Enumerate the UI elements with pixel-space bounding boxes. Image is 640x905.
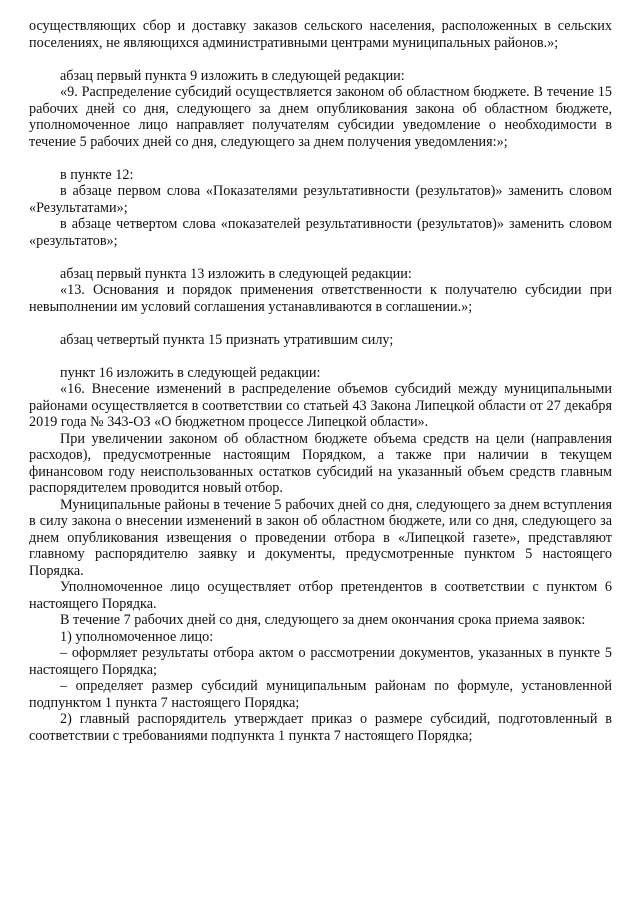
paragraph-p16-text: «16. Внесение изменений в распределение объемов субсидий между муниципальными районами осуществляется в соответствии со статьей 43 Закона Липецкой области от 27 декабря 2019 года № 343-ОЗ «О бюджетном процессе Липецкой области». [29,381,612,430]
paragraph-gap [29,51,612,68]
paragraph-p9-text: «9. Распределение субсидий осуществляется законом об областном бюджете. В течение 15 рабочих дней со дня, следующего за днем опубликования закона об областном бюджете, уполномоченное лицо направляет получателям субсидии уведомление о необходимости в течение 5 рабочих дней со дня, следующего за днем получения уведомления:»; [29,84,612,150]
paragraph-p16-districts: Муниципальные районы в течение 5 рабочих дней со дня, следующего за днем вступления в силу закона о внесении изменений в закон об областном бюджете, или со дня, следующего за днем опубликования извещения о проведении отбора в «Липецкой газете», представляют главному распорядителю заявку и документы, предусмотренные пунктом 5 настоящего Порядка. [29,496,612,579]
document-page [29,18,612,744]
paragraph-amend-p13-intro: абзац первый пункта 13 изложить в следующей редакции: [60,265,412,282]
paragraph-p15-repeal: абзац четвертый пункта 15 признать утратившим силу; [60,331,394,348]
paragraph-p13-text: «13. Основания и порядок применения ответственности к получателю субсидии при невыполнении им условий соглашения устанавливаются в соглашении.»; [29,282,612,315]
paragraph-item-1: 1) уполномоченное лицо: [60,628,214,645]
paragraph-p12-first: в абзаце первом слова «Показателями результативности (результатов)» заменить словом «Результатами»; [29,183,612,216]
paragraph-gap [29,150,612,167]
paragraph-item-2: 2) главный распорядитель утверждает приказ о размере субсидий, подготовленный в соответствии с требованиями подпункта 1 пункта 7 настоящего Порядка; [29,711,612,744]
paragraph-dash-2: – определяет размер субсидий муниципальным районам по формуле, установленной подпунктом 1 пункта 7 настоящего Порядка; [29,678,612,711]
paragraph-p16-increase: При увеличении законом об областном бюджете объема средств на цели (направления расходов), предусмотренные настоящим Порядком, а также при наличии в текущем финансовом году неиспользованных остатков субсидий на указанный объем средств главным распорядителем проводится новый отбор. [29,430,612,496]
paragraph-p16-deadline: В течение 7 рабочих дней со дня, следующего за днем окончания срока приема заявок: [60,612,586,628]
paragraph-amend-p9-intro: абзац первый пункта 9 изложить в следующей редакции: [60,67,405,84]
paragraph-p16-selection: Уполномоченное лицо осуществляет отбор претендентов в соответствии с пунктом 6 настоящего Порядка. [29,579,612,612]
paragraph-dash-1: – оформляет результаты отбора актом о рассмотрении документов, указанных в пункте 5 настоящего Порядка; [29,645,612,678]
paragraph-p12-fourth: в абзаце четвертом слова «показателей результативности (результатов)» заменить словом «результатов»; [29,216,612,249]
paragraph-gap [29,315,612,332]
paragraph-p12-intro: в пункте 12: [60,166,134,183]
paragraph-continuation: осуществляющих сбор и доставку заказов сельского населения, расположенных в сельских поселениях, не являющихся административными центрами муниципальных районов.»; [29,18,612,51]
paragraph-gap [29,348,612,365]
paragraph-amend-p16-intro: пункт 16 изложить в следующей редакции: [60,364,321,381]
paragraph-gap [29,249,612,266]
